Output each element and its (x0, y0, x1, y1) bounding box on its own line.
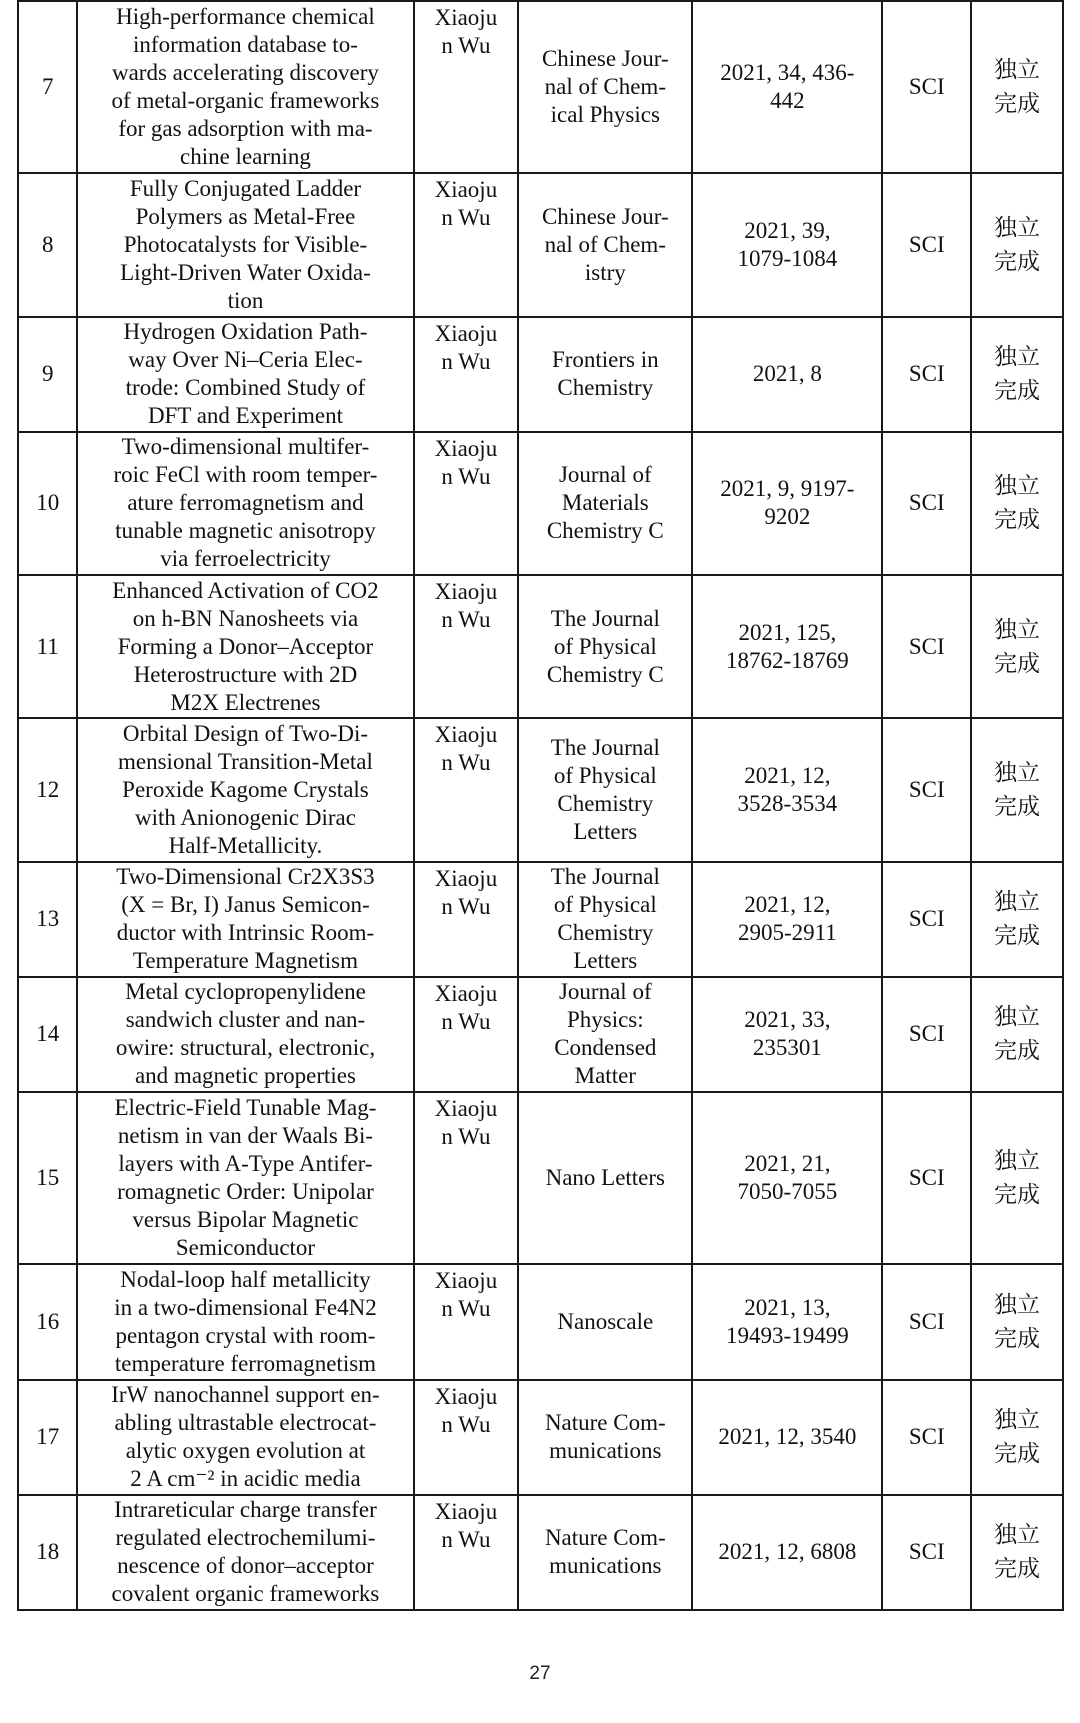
row-number: 7 (18, 1, 77, 173)
author-name: Xiaoju n Wu (414, 432, 519, 575)
index-type: SCI (882, 317, 971, 432)
author-name: Xiaoju n Wu (414, 1264, 519, 1379)
row-number: 14 (18, 977, 77, 1092)
publication-info: 2021, 21, 7050-7055 (692, 1092, 882, 1264)
paper-title: Nodal-loop half metallicity in a two-dimensional Fe4N2 pentagon crystal with room- temperature ferromagnetism (77, 1264, 413, 1379)
paper-title: Intrareticular charge transfer regulated electrochemilumi- nescence of donor–acceptor covalent organic frameworks (77, 1495, 413, 1610)
paper-title: Hydrogen Oxidation Path- way Over Ni–Ceria Elec- trode: Combined Study of DFT and Experiment (77, 317, 413, 432)
author-name: Xiaoju n Wu (414, 862, 519, 977)
table-row (18, 718, 1063, 861)
index-type: SCI (882, 1092, 971, 1264)
table-row (18, 575, 1063, 718)
row-number: 16 (18, 1264, 77, 1379)
author-name: Xiaoju n Wu (414, 1092, 519, 1264)
author-name: Xiaoju n Wu (414, 1380, 519, 1495)
author-name: Xiaoju n Wu (414, 317, 519, 432)
author-name: Xiaoju n Wu (414, 977, 519, 1092)
author-name: Xiaoju n Wu (414, 173, 519, 316)
paper-title: Fully Conjugated Ladder Polymers as Metal-Free Photocatalysts for Visible- Light-Driven Water Oxida- tion (77, 173, 413, 316)
index-type: SCI (882, 718, 971, 861)
index-type: SCI (882, 1264, 971, 1379)
paper-title: Orbital Design of Two-Di- mensional Transition-Metal Peroxide Kagome Crystals with Anionogenic Dirac Half-Metallicity. (77, 718, 413, 861)
index-type: SCI (882, 1495, 971, 1610)
completion-status: 独立 完成 (971, 173, 1063, 316)
row-number: 11 (18, 575, 77, 718)
table-row (18, 862, 1063, 977)
publication-info: 2021, 39, 1079-1084 (692, 173, 882, 316)
row-number: 18 (18, 1495, 77, 1610)
journal-name: The Journal of Physical Chemistry Letters (518, 718, 692, 861)
row-number: 12 (18, 718, 77, 861)
paper-title: Electric-Field Tunable Mag- netism in van der Waals Bi- layers with A-Type Antifer- romagnetic Order: Unipolar versus Bipolar Magnetic Semiconductor (77, 1092, 413, 1264)
publication-info: 2021, 125, 18762-18769 (692, 575, 882, 718)
table-row (18, 173, 1063, 316)
publication-info: 2021, 8 (692, 317, 882, 432)
table-row (18, 1495, 1063, 1610)
row-number: 17 (18, 1380, 77, 1495)
publication-info: 2021, 12, 2905-2911 (692, 862, 882, 977)
publication-table (17, 0, 1064, 1611)
author-name: Xiaoju n Wu (414, 575, 519, 718)
completion-status: 独立 完成 (971, 1264, 1063, 1379)
publication-info: 2021, 33, 235301 (692, 977, 882, 1092)
completion-status: 独立 完成 (971, 1092, 1063, 1264)
journal-name: Journal of Physics: Condensed Matter (518, 977, 692, 1092)
table-row (18, 1264, 1063, 1379)
publication-info: 2021, 12, 3540 (692, 1380, 882, 1495)
author-name: Xiaoju n Wu (414, 718, 519, 861)
publication-info: 2021, 34, 436- 442 (692, 1, 882, 173)
row-number: 10 (18, 432, 77, 575)
index-type: SCI (882, 862, 971, 977)
paper-title: Two-dimensional multifer- roic FeCl with room temper- ature ferromagnetism and tunable magnetic anisotropy via ferroelectricity (77, 432, 413, 575)
journal-name: The Journal of Physical Chemistry C (518, 575, 692, 718)
journal-name: Nano Letters (518, 1092, 692, 1264)
author-name: Xiaoju n Wu (414, 1, 519, 173)
row-number: 15 (18, 1092, 77, 1264)
row-number: 8 (18, 173, 77, 316)
table-row (18, 1, 1063, 173)
index-type: SCI (882, 977, 971, 1092)
completion-status: 独立 完成 (971, 718, 1063, 861)
table-row (18, 1380, 1063, 1495)
journal-name: Nature Com- munications (518, 1380, 692, 1495)
completion-status: 独立 完成 (971, 1, 1063, 173)
index-type: SCI (882, 1380, 971, 1495)
journal-name: Chinese Jour- nal of Chem- ical Physics (518, 1, 692, 173)
journal-name: Nature Com- munications (518, 1495, 692, 1610)
index-type: SCI (882, 432, 971, 575)
table-row (18, 432, 1063, 575)
completion-status: 独立 完成 (971, 1495, 1063, 1610)
journal-name: Nanoscale (518, 1264, 692, 1379)
paper-title: IrW nanochannel support en- abling ultrastable electrocat- alytic oxygen evolution at 2 A cm⁻² in acidic media (77, 1380, 413, 1495)
journal-name: Journal of Materials Chemistry C (518, 432, 692, 575)
table-body (18, 1, 1063, 1610)
paper-title: Metal cyclopropenylidene sandwich cluster and nan- owire: structural, electronic, and magnetic properties (77, 977, 413, 1092)
completion-status: 独立 完成 (971, 1380, 1063, 1495)
completion-status: 独立 完成 (971, 432, 1063, 575)
row-number: 9 (18, 317, 77, 432)
table-row (18, 977, 1063, 1092)
completion-status: 独立 完成 (971, 862, 1063, 977)
journal-name: Frontiers in Chemistry (518, 317, 692, 432)
index-type: SCI (882, 1, 971, 173)
publication-info: 2021, 12, 3528-3534 (692, 718, 882, 861)
index-type: SCI (882, 575, 971, 718)
page-number: 27 (529, 1663, 551, 1684)
paper-title: Enhanced Activation of CO2 on h-BN Nanosheets via Forming a Donor–Acceptor Heterostructure with 2D M2X Electrenes (77, 575, 413, 718)
paper-title: High-performance chemical information database to- wards accelerating discovery of metal-organic frameworks for gas adsorption with ma- chine learning (77, 1, 413, 173)
table-row (18, 317, 1063, 432)
row-number: 13 (18, 862, 77, 977)
completion-status: 独立 完成 (971, 977, 1063, 1092)
table-row (18, 1092, 1063, 1264)
completion-status: 独立 完成 (971, 575, 1063, 718)
journal-name: Chinese Jour- nal of Chem- istry (518, 173, 692, 316)
journal-name: The Journal of Physical Chemistry Letters (518, 862, 692, 977)
paper-title: Two-Dimensional Cr2X3S3 (X = Br, I) Janus Semicon- ductor with Intrinsic Room- Temperature Magnetism (77, 862, 413, 977)
index-type: SCI (882, 173, 971, 316)
publication-info: 2021, 12, 6808 (692, 1495, 882, 1610)
publication-info: 2021, 13, 19493-19499 (692, 1264, 882, 1379)
completion-status: 独立 完成 (971, 317, 1063, 432)
publication-info: 2021, 9, 9197- 9202 (692, 432, 882, 575)
author-name: Xiaoju n Wu (414, 1495, 519, 1610)
